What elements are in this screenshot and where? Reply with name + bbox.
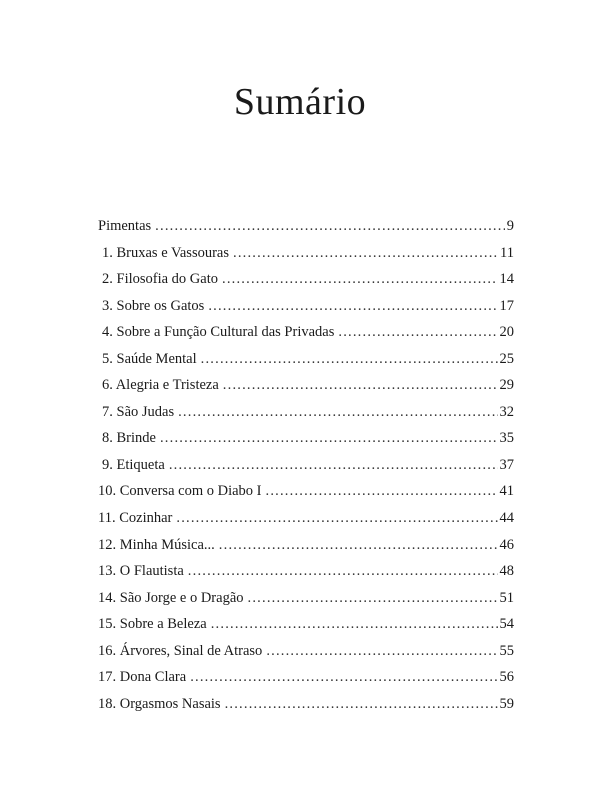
- toc-entry: [98, 293, 514, 320]
- toc-entry-title: 5. Saúde Mental: [102, 350, 197, 367]
- toc-entry: [98, 664, 514, 691]
- toc-page-number: 44: [499, 510, 514, 527]
- toc-page-number: 25: [499, 350, 514, 367]
- toc-entry: [98, 372, 514, 399]
- toc-entry: [98, 452, 514, 479]
- toc-entry-title: 15. Sobre a Beleza: [98, 616, 207, 633]
- toc-entry-title: 4. Sobre a Função Cultural das Privadas: [102, 324, 335, 341]
- dot-leader: [225, 691, 498, 718]
- toc-entry-title: 12. Minha Música...: [98, 536, 215, 553]
- toc-page-number: 17: [499, 297, 514, 314]
- toc-entry-title: 10. Conversa com o Diabo I: [98, 483, 262, 500]
- toc-page-number: 55: [499, 642, 514, 659]
- toc-entry: [98, 691, 514, 718]
- dot-leader: [248, 585, 498, 612]
- toc-entry: [98, 425, 514, 452]
- toc-page-number: 20: [499, 324, 514, 341]
- toc-entry-title: 7. São Judas: [102, 403, 175, 420]
- dot-leader: [188, 558, 498, 585]
- toc-entry-title: 11. Cozinhar: [98, 510, 173, 527]
- dot-leader: [169, 452, 498, 479]
- toc-page-number: 46: [499, 536, 514, 553]
- dot-leader: [201, 346, 498, 373]
- toc-page-number: 51: [499, 589, 514, 606]
- toc-entry: [98, 213, 514, 240]
- toc-entry: [98, 478, 514, 505]
- toc-entry: [98, 558, 514, 585]
- toc-entry: [98, 611, 514, 638]
- toc-entry-title: 18. Orgasmos Nasais: [98, 695, 221, 712]
- toc-entry-title: 2. Filosofia do Gato: [102, 271, 218, 288]
- toc-page-number: 41: [499, 483, 514, 500]
- dot-leader: [266, 478, 498, 505]
- dot-leader: [223, 372, 498, 399]
- toc-entry-title: 6. Alegria e Tristeza: [102, 377, 219, 394]
- toc-entry: [98, 319, 514, 346]
- toc-entry-title: Pimentas: [98, 218, 152, 234]
- dot-leader: [208, 293, 497, 320]
- dot-leader: [190, 664, 497, 691]
- table-of-contents: [98, 213, 514, 717]
- toc-entry-title: 16. Árvores, Sinal de Atraso: [98, 642, 263, 659]
- toc-entry-title: 1. Bruxas e Vassouras: [102, 244, 229, 261]
- dot-leader: [155, 213, 505, 240]
- toc-page-number: 14: [499, 271, 514, 288]
- dot-leader: [338, 319, 497, 346]
- toc-page-number: 37: [499, 456, 514, 473]
- dot-leader: [160, 425, 498, 452]
- toc-entry-title: 17. Dona Clara: [98, 669, 187, 686]
- toc-page-number: 29: [499, 377, 514, 394]
- toc-entry: [98, 532, 514, 559]
- toc-entry-title: 9. Etiqueta: [102, 456, 165, 473]
- toc-entry-title: 8. Brinde: [102, 430, 156, 447]
- dot-leader: [222, 266, 498, 293]
- dot-leader: [266, 638, 497, 665]
- toc-page-number: 59: [499, 695, 514, 712]
- page-title: Sumário: [233, 81, 367, 123]
- toc-page-number: 35: [499, 430, 514, 447]
- toc-entry: [98, 399, 514, 426]
- dot-leader: [178, 399, 497, 426]
- dot-leader: [211, 611, 498, 638]
- dot-leader: [176, 505, 497, 532]
- toc-page-number: 48: [499, 563, 514, 580]
- toc-entry: [98, 505, 514, 532]
- toc-entry: [98, 240, 514, 267]
- toc-entry: [98, 346, 514, 373]
- toc-page-number: 54: [499, 616, 514, 633]
- toc-entry-title: 13. O Flautista: [98, 563, 184, 580]
- dot-leader: [219, 532, 498, 559]
- toc-page-number: 9: [506, 218, 514, 234]
- toc-entry: [98, 585, 514, 612]
- toc-entry-title: 14. São Jorge e o Dragão: [98, 589, 244, 606]
- toc-entry: [98, 638, 514, 665]
- toc-entry-title: 3. Sobre os Gatos: [102, 297, 205, 314]
- dot-leader: [233, 240, 498, 267]
- toc-page-number: 32: [499, 403, 514, 420]
- toc-page-number: 56: [499, 669, 514, 686]
- toc-page-number: 11: [500, 244, 514, 261]
- toc-entry: [98, 266, 514, 293]
